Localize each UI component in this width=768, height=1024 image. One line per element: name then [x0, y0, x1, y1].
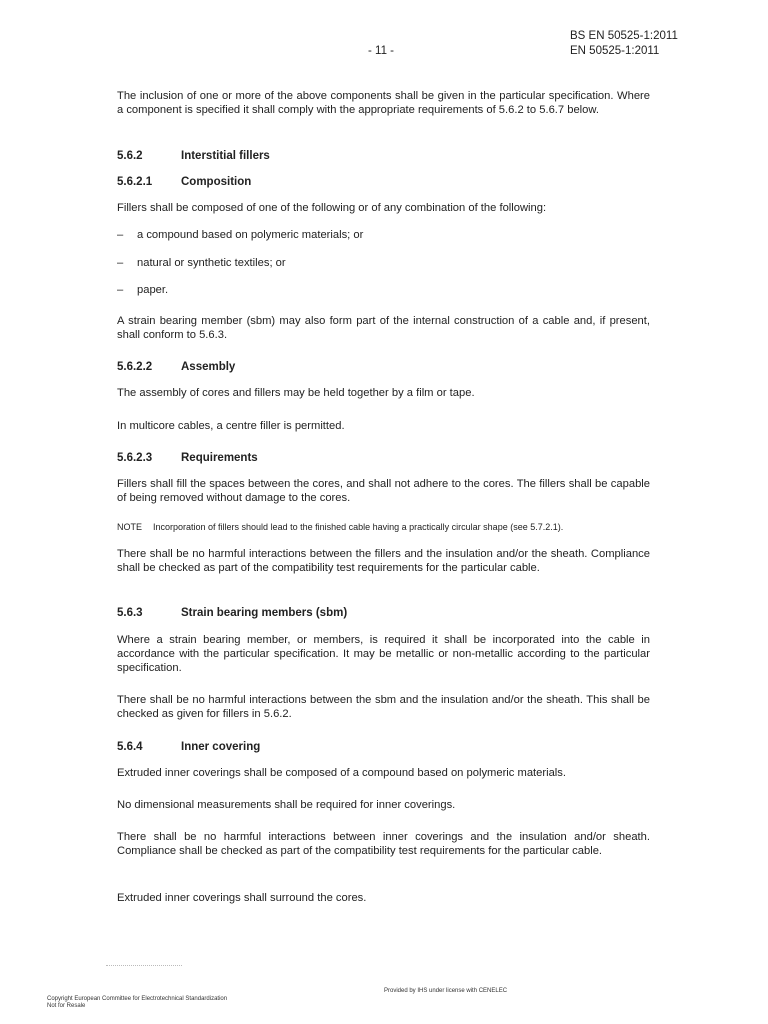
section-heading-5-6-2-2: [117, 360, 235, 374]
sbm-requirements-paragraph-1: Where a strain bearing member, or members, is required it shall be incorporated into the cable in accordance with the particular specification. It may be metallic or non-metallic according to the particular specification.: [117, 634, 650, 674]
section-heading-5-6-2-1: [117, 175, 251, 189]
section-number: 5.6.2.2: [117, 361, 153, 373]
section-title: Requirements: [181, 452, 258, 464]
list-item: [117, 256, 286, 270]
section-title: Assembly: [181, 361, 236, 373]
list-dash: –: [117, 229, 124, 241]
section-number: 5.6.3: [117, 607, 143, 619]
resale-notice: Not for Resale: [47, 1003, 86, 1009]
section-heading-5-6-4: [117, 740, 260, 754]
intro-paragraph: The inclusion of one or more of the above components shall be given in the particular specification. Where a component is specified it shall comply with the appropriate requirements of 5.6.2 to 5.6.7 below.: [117, 90, 650, 116]
requirements-paragraph-1: Fillers shall fill the spaces between the cores, and shall not adhere to the cores. The fillers shall be capable of being removed without damage to the cores.: [117, 478, 650, 504]
provided-by-notice: Provided by IHS under license with CENELEC: [384, 988, 508, 994]
assembly-paragraph-1: The assembly of cores and fillers may be held together by a film or tape.: [117, 387, 475, 399]
section-number: 5.6.4: [117, 741, 143, 753]
scan-artifact: [106, 965, 182, 969]
copyright-notice: Copyright European Committee for Electrotechnical Standardization: [47, 996, 228, 1002]
section-number: 5.6.2: [117, 150, 143, 162]
list-item: [117, 283, 168, 297]
section-number: 5.6.2.1: [117, 176, 153, 188]
section-title: Strain bearing members (sbm): [181, 607, 348, 619]
sbm-paragraph: A strain bearing member (sbm) may also form part of the internal construction of a cable and, if present, shall conform to 5.6.3.: [117, 315, 650, 341]
list-dash: –: [117, 257, 124, 269]
list-dash: –: [117, 284, 124, 296]
inner-covering-paragraph-4: Extruded inner coverings shall surround the cores.: [117, 892, 367, 904]
inner-covering-paragraph-1: Extruded inner coverings shall be composed of a compound based on polymeric materials.: [117, 767, 566, 779]
standard-id-bs: BS EN 50525-1:2011: [570, 30, 678, 42]
section-title: Interstitial fillers: [181, 150, 270, 162]
inner-covering-paragraph-2: No dimensional measurements shall be required for inner coverings.: [117, 799, 456, 811]
assembly-paragraph-2: In multicore cables, a centre filler is permitted.: [117, 420, 345, 432]
list-item: [117, 228, 363, 242]
section-heading-5-6-2-3: [117, 451, 258, 465]
section-title: Composition: [181, 176, 252, 188]
list-item-text: natural or synthetic textiles; or: [137, 257, 286, 269]
section-heading-5-6-2: [117, 149, 270, 163]
page-number: - 11 -: [368, 45, 394, 57]
section-number: 5.6.2.3: [117, 452, 153, 464]
note-text: Incorporation of fillers should lead to the finished cable having a practically circular shape (see 5.7.2.1).: [153, 522, 564, 532]
section-heading-5-6-3: [117, 606, 347, 620]
composition-lead: Fillers shall be composed of one of the following or of any combination of the following:: [117, 202, 547, 214]
sbm-requirements-paragraph-2: There shall be no harmful interactions between the sbm and the insulation and/or the sheath. This shall be checked as given for fillers in 5.6.2.: [117, 694, 650, 720]
list-item-text: paper.: [137, 284, 169, 296]
section-title: Inner covering: [181, 741, 261, 753]
note: [117, 521, 563, 533]
requirements-paragraph-2: There shall be no harmful interactions between the fillers and the insulation and/or the sheath. Compliance shall be checked as part of the compatibility test requirements for the particular cable.: [117, 548, 650, 574]
list-item-text: a compound based on polymeric materials; or: [137, 229, 364, 241]
standard-id-en: EN 50525-1:2011: [570, 45, 660, 57]
note-label: NOTE: [117, 522, 143, 532]
inner-covering-paragraph-3: There shall be no harmful interactions between inner coverings and the insulation and/or sheath. Compliance shall be checked as part of the compatibility test requirements for the particular cable.: [117, 831, 650, 857]
